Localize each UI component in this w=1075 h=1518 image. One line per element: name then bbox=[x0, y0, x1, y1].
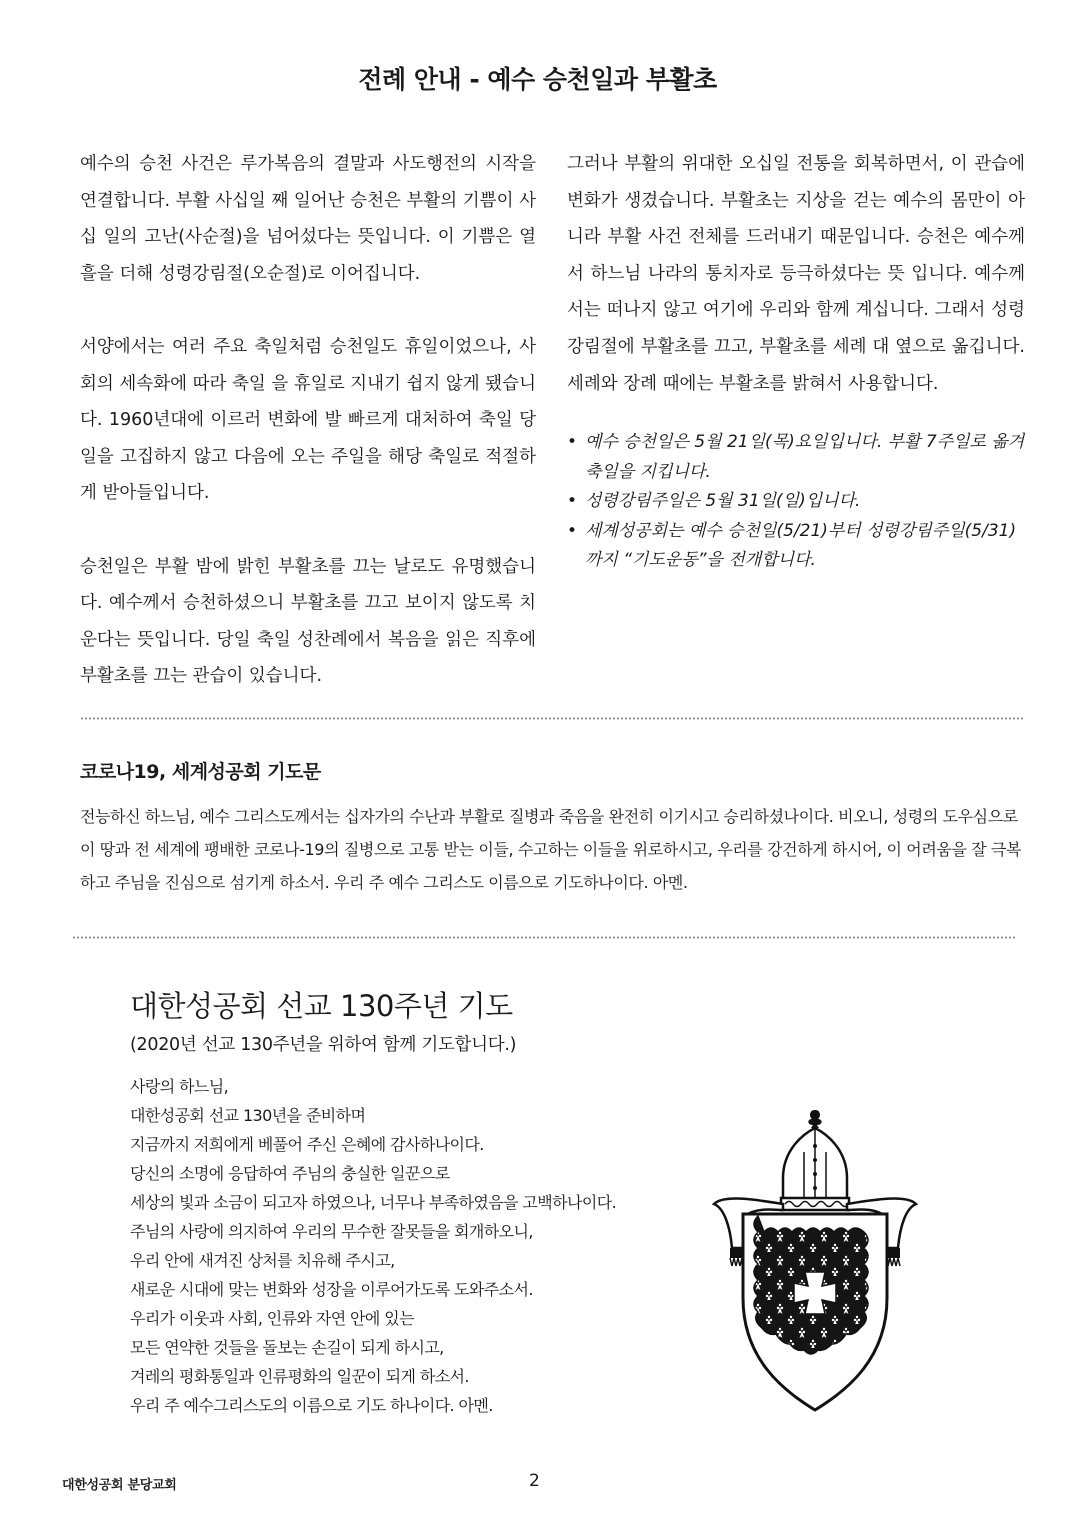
dotted-divider bbox=[80, 717, 1025, 720]
anniversary-prayer-body bbox=[130, 1072, 690, 1420]
liturgy-notice-item: • 예수 승천일은 5월 21일(목)요일입니다. 부활 7주일로 옮겨 축일을 지킵니다. bbox=[567, 428, 1025, 487]
prayer-line: 모든 연약한 것들을 돌보는 손길이 되게 하시고, bbox=[130, 1338, 444, 1357]
prayer-line: 겨레의 평화통일과 인류평화의 일꾼이 되게 하소서. bbox=[130, 1367, 469, 1386]
left-column bbox=[80, 146, 536, 695]
liturgy-notice-list bbox=[567, 428, 1025, 576]
anglican-church-emblem-icon bbox=[708, 1108, 922, 1414]
left-paragraph-2: 서양에서는 여러 주요 축일처럼 승천일도 휴일이었으나, 사회의 세속화에 따라 축일 을 휴일로 지내기 쉽지 않게 됐습니다. 1960년대에 이르러 변화에 발 빠르게 대처하여 축일 당일을 고집하지 않고 다음에 오는 주일을 해당 축일로 적절하게 받아들입니다. bbox=[80, 336, 536, 504]
prayer-line: 사랑의 하느님, bbox=[130, 1077, 229, 1096]
right-paragraph: 그러나 부활의 위대한 오십일 전통을 회복하면서, 이 관습에 변화가 생겼습니다. 부활초는 지상을 걷는 예수의 몸만이 아니라 부활 사건 전체를 드러내기 때문입니다. 승천은 예수께서 하느님 나라의 통치자로 등극하셨다는 뜻 입니다. 예수께서는 떠나지 않고 여기에 우리와 함께 계십니다. 그래서 성령강림절에 부활초를 끄고, 부활초를 세례 대 옆으로 옮깁니다. 세례와 장례 때에는 부활초를 밝혀서 사용합니다. bbox=[567, 154, 1025, 394]
footer-church-name: 대한성공회 분당교회 bbox=[62, 1478, 177, 1493]
dotted-divider bbox=[72, 936, 1017, 939]
anniversary-prayer-title: 대한성공회 선교 130주년 기도 bbox=[130, 989, 513, 1023]
anniversary-prayer-subtitle: (2020년 선교 130주년을 위하여 함께 기도합니다.) bbox=[130, 1035, 517, 1055]
prayer-line: 지금까지 저희에게 베풀어 주신 은혜에 감사하나이다. bbox=[130, 1135, 484, 1154]
prayer-line: 우리가 이웃과 사회, 인류와 자연 안에 있는 bbox=[130, 1309, 414, 1328]
liturgy-notice-item: • 성령강림주일은 5월 31일(일)입니다. bbox=[567, 487, 1025, 517]
page-number: 2 bbox=[529, 1471, 540, 1491]
prayer-line: 대한성공회 선교 130년을 준비하며 bbox=[130, 1106, 366, 1125]
prayer-line: 우리 안에 새겨진 상처를 치유해 주시고, bbox=[130, 1251, 395, 1270]
covid-prayer-title: 코로나19, 세계성공회 기도문 bbox=[80, 761, 321, 783]
right-column bbox=[567, 146, 1025, 576]
prayer-line: 당신의 소명에 응답하여 주님의 충실한 일꾼으로 bbox=[130, 1164, 450, 1183]
covid-prayer-text: 전능하신 하느님, 예수 그리스도께서는 십자가의 수난과 부활로 질병과 죽음을 완전히 이기시고 승리하셨나이다. 비오니, 성령의 도우심으로 이 땅과 전 세계에 팽배한 코로나-19의 질병으로 고통 받는 이들, 수고하는 이들을 위로하시고, 우리를 강건하게 하시어, 이 어려움을 잘 극복하고 주님을 진심으로 섬기게 하소서. 우리 주 예수 그리스도 이름으로 기도하나이다. 아멘. bbox=[80, 807, 1022, 892]
page-title: 전례 안내 - 예수 승천일과 부활초 bbox=[358, 65, 717, 94]
prayer-line: 우리 주 예수그리스도의 이름으로 기도 하나이다. 아멘. bbox=[130, 1396, 493, 1415]
left-paragraph-3: 승천일은 부활 밤에 밝힌 부활초를 끄는 날로도 유명했습니다. 예수께서 승천하셨으니 부활초를 끄고 보이지 않도록 치운다는 뜻입니다. 당일 축일 성찬례에서 복음을 읽은 직후에 부활초를 끄는 관습이 있습니다. bbox=[80, 556, 536, 687]
prayer-line: 주님의 사랑에 의지하여 우리의 무수한 잘못들을 회개하오니, bbox=[130, 1222, 533, 1241]
prayer-line: 세상의 빛과 소금이 되고자 하였으나, 너무나 부족하였음을 고백하나이다. bbox=[130, 1193, 617, 1212]
left-paragraph-1: 예수의 승천 사건은 루가복음의 결말과 사도행전의 시작을 연결합니다. 부활 사십일 째 일어난 승천은 부활의 기쁨이 사십 일의 고난(사순절)을 넘어섰다는 뜻입니다. 이 기쁨은 열흘을 더해 성령강림절(오순절)로 이어집니다. bbox=[80, 154, 536, 284]
prayer-line: 새로운 시대에 맞는 변화와 성장을 이루어가도록 도와주소서. bbox=[130, 1280, 533, 1299]
liturgy-notice-item: • 세계성공회는 예수 승천일(5/21)부터 성령강림주일(5/31)까지 “기도운동”을 전개합니다. bbox=[567, 517, 1025, 576]
